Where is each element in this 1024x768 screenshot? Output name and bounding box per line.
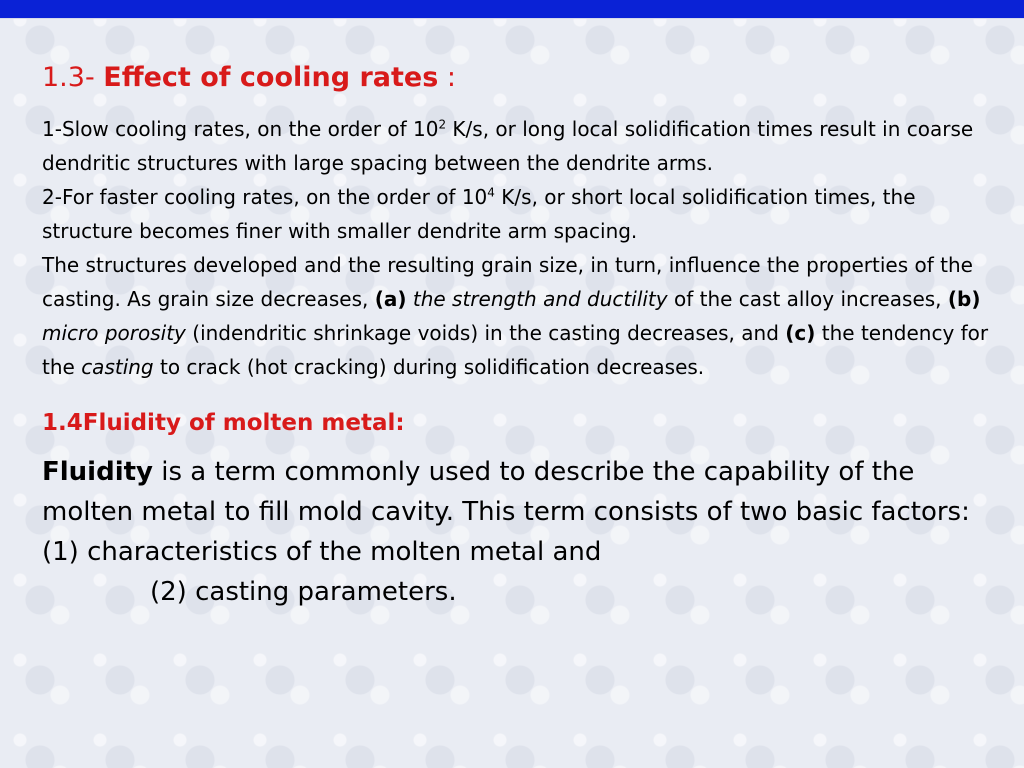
section-heading-cooling bbox=[42, 58, 992, 98]
paragraph-fast-cooling bbox=[42, 180, 992, 248]
heading-title: Effect of cooling rates bbox=[103, 62, 439, 93]
paragraph-fluidity bbox=[42, 452, 992, 612]
p2-exponent: 4 bbox=[487, 185, 495, 200]
p2-text-b: K/s, or short local solidification times, the structure becomes finer with smaller dendrite arm spacing. bbox=[42, 185, 916, 243]
paragraph-slow-cooling bbox=[42, 112, 992, 180]
heading-prefix: 1.3- bbox=[42, 62, 95, 93]
p3-text-3: (indendritic shrinkage voids) in the casting decreases, and bbox=[185, 321, 786, 345]
p1-text-a: 1-Slow cooling rates, on the order of 10 bbox=[42, 117, 439, 141]
p2-text-a: 2-For faster cooling rates, on the order of 10 bbox=[42, 185, 488, 209]
p3-text-4: the tendency for the bbox=[42, 321, 989, 379]
p1-exponent: 2 bbox=[438, 117, 447, 132]
p3-label-a: (a) bbox=[374, 287, 407, 311]
fluidity-text: is a term commonly used to describe the capability of the molten metal to fill mold cavity. This term consists of two basic factors: (1) characteristics of the molten metal and bbox=[42, 457, 970, 567]
fluidity-term: Fluidity bbox=[42, 457, 153, 487]
p3-italic-a: the strength and ductility bbox=[406, 287, 668, 311]
paragraph-grain-size bbox=[42, 248, 992, 384]
p3-text-2: of the cast alloy increases, bbox=[667, 287, 948, 311]
p1-text-b: K/s, or long local solidification times result in coarse dendritic structures with large spacing between the dendrite arms. bbox=[42, 117, 974, 175]
fluidity-item-2: (2) casting parameters. bbox=[150, 577, 457, 607]
p3-italic-c: casting bbox=[81, 355, 154, 379]
top-bar bbox=[0, 0, 1024, 19]
heading-suffix: : bbox=[446, 62, 457, 93]
p3-text-5: to crack (hot cracking) during solidification decreases. bbox=[153, 355, 705, 379]
slide-content bbox=[42, 58, 992, 612]
p3-label-b: (b) bbox=[947, 287, 981, 311]
p3-italic-b: micro porosity bbox=[42, 321, 186, 345]
p3-label-c: (c) bbox=[785, 321, 816, 345]
p3-text-1: The structures developed and the resulting grain size, in turn, influence the properties of the casting. As grain size decreases, bbox=[42, 253, 973, 311]
section-heading-fluidity: 1.4Fluidity of molten metal: bbox=[42, 410, 405, 436]
